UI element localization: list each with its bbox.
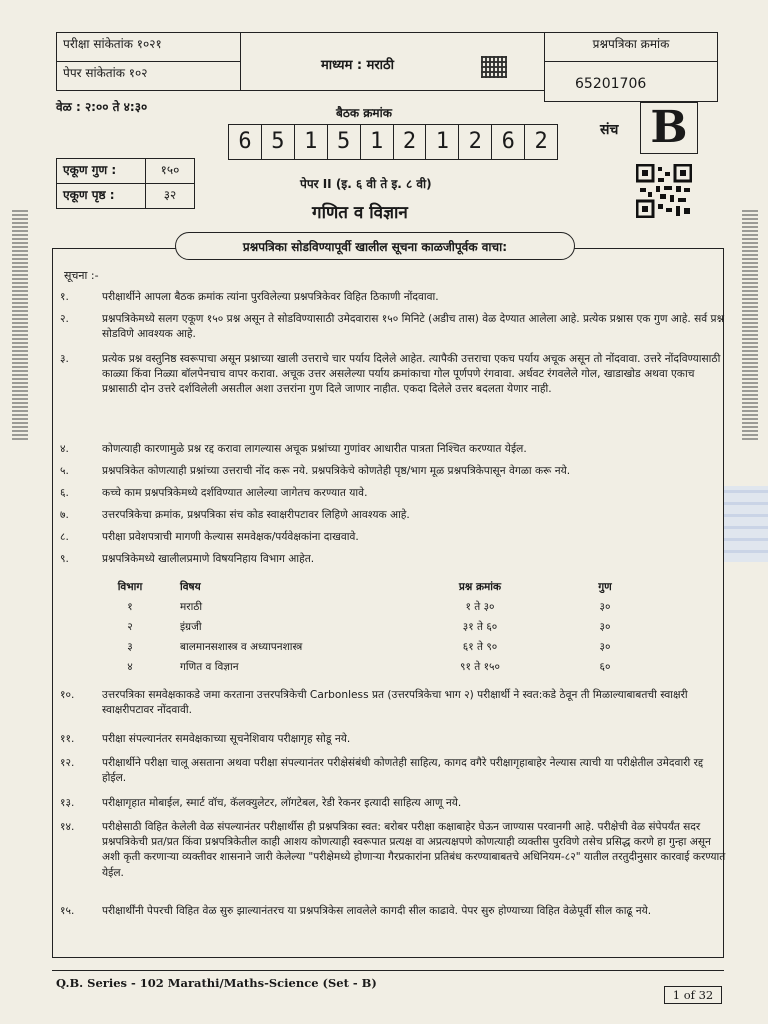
table-cell: मराठी [180, 601, 203, 613]
table-cell: ४ [127, 661, 133, 673]
instruction-text: उत्तरपत्रिका समवेक्षकाकडे जमा करताना उत्तरपत्रिकेची Carbonless प्रत (उत्तरपत्रिकेचा भाग २) परीक्षार्थी ने स्वत:कडे ठेवून ती मिळाल्याबाबतची स्वाक्षरी स्वाक्षरीपटावर नोंदवावी. [102, 689, 688, 717]
table-cell: ६० [599, 661, 611, 673]
seat-digit: 5 [262, 125, 295, 159]
total-pages-cell [145, 183, 195, 209]
subject-title: गणित व विज्ञान [312, 203, 408, 223]
exam-code-label: परीक्षा सांकेतांक १०२१ [63, 37, 162, 51]
seat-digit: 1 [361, 125, 394, 159]
footer-rule [52, 970, 724, 971]
header-cell: प्रश्न क्रमांक [458, 581, 502, 593]
table-cell: १ ते ३० [465, 601, 495, 613]
total-pages: ३२ [163, 188, 177, 202]
table-cell: ३० [599, 621, 611, 633]
instruction-text: प्रत्येक प्रश्न वस्तुनिष्ठ स्वरूपाचा असून प्रश्नाच्या खाली उत्तराचे चार पर्याय दिलेले आहेत. त्यापैकी उत्तराचा एकच पर्याय अचूक असून तो नोंदवावा. उत्तरे नोंदविण्यासाठी काळ्या किंवा निळ्या बॉलपेनचाच वापर करावा. अचूक उत्तर असलेल्या पर्याय क्रमांकाचा गोल पूर्णपणे रंगवावा. अर्धवट रंगवलेले गोल, खाडाखोड अथवा एकाच प्रश्नासाठी दोन उत्तरे दर्शविलेली असतील अशा उत्तरांना गुण दिले जाणार नाहीत. एकदा दिलेले उत्तर बदलता येणार नाही. [102, 353, 721, 396]
paper-label: पेपर II (इ. ६ वी ते इ. ८ वी) [300, 177, 432, 191]
table-cell: १ [127, 601, 133, 613]
paper-code-label: पेपर सांकेतांक १०२ [63, 66, 148, 80]
table-cell: २ [127, 621, 133, 633]
instruction-text: प्रश्नपत्रिकेमध्ये सलग एकूण १५० प्रश्न असून ते सोडविण्यासाठी उमेदवारास १५० मिनिटे (अडीच तास) वेळ देण्यात आलेला आहे. प्रत्येक प्रश्नास एक गुण आहे. सर्व प्रश्न सोडविणे आवश्यक आहे. [102, 313, 725, 341]
instruction-number: १३. [60, 797, 75, 809]
instruction-number: १५. [60, 905, 75, 917]
instruction-number: १२. [60, 757, 75, 769]
instruction-text: उत्तरपत्रिकेचा क्रमांक, प्रश्नपत्रिका संच कोड स्वाक्षरीपटावर लिहिणे आवश्यक आहे. [102, 509, 410, 521]
total-marks: १५० [160, 163, 180, 177]
sections-table [100, 580, 640, 680]
medium-cell [240, 32, 545, 91]
qp-number-label: प्रश्नपत्रिका क्रमांक [592, 37, 670, 51]
table-cell: ३० [599, 601, 611, 613]
qr-code-icon [636, 164, 692, 218]
instruction-number: १४. [60, 821, 75, 833]
seat-digit: 2 [394, 125, 427, 159]
header-cell: विभाग [117, 581, 143, 593]
instruction-text: परीक्षार्थीने आपला बैठक क्रमांक त्यांना पुरविलेल्या प्रश्नपत्रिकेवर विहित ठिकाणी नोंदवावा. [102, 291, 439, 303]
notice-title: प्रश्नपत्रिका सोडविण्यापूर्वी खालील सूचना काळजीपूर्वक वाचा: [175, 232, 575, 260]
instruction-text: कच्चे काम प्रश्नपत्रिकेमध्ये दर्शविण्यात आलेल्या जागेतच करण्यात यावे. [102, 487, 368, 499]
seat-number-label: बैठक क्रमांक [336, 106, 392, 120]
instruction-text: परीक्षेसाठी विहित केलेली वेळ संपल्यानंतर परीक्षार्थीस ही प्रश्नपत्रिका स्वत: बरोबर परीक्षा कक्षाबाहेर घेऊन जाण्यास परवानगी आहे. परीक्षेची वेळ संपेपर्यंत सदर प्रश्नपत्रिकेची प्रत/प्रत किंवा प्रश्नपत्रिकेतील काही आशय कोणत्याही स्वरूपात प्रत्यक्ष वा अप्रत्यक्षपणे कोणत्याही व्यक्तीस पुरविणे तसेच प्रसिद्ध करणे हा गुन्हा असून अशी कृती करणाऱ्या व्यक्तीवर शासनाने जारी केलेल्या "परीक्षेमध्ये होणाऱ्या गैरप्रकारांना प्रतिबंध करण्याबाबतचे अधिनियम-८२" यातील तरतुदीनुसार कारवाई करण्यात येईल. [102, 821, 726, 879]
medium-label: माध्यम : मराठी [321, 58, 394, 73]
header-cell: गुण [598, 581, 612, 593]
total-marks-label: एकूण गुण : [63, 163, 117, 177]
instruction-number: ९. [60, 553, 69, 565]
table-cell: इंग्रजी [180, 621, 202, 633]
set-box [640, 102, 698, 154]
table-row [100, 660, 640, 680]
set-label: संच [600, 122, 619, 138]
right-decorative-border [742, 210, 758, 440]
seat-number-boxes [228, 124, 558, 160]
sections-table-header [100, 580, 640, 600]
instruction-number: ४. [60, 443, 69, 455]
total-marks-cell [145, 158, 195, 184]
left-decorative-border [12, 210, 28, 440]
instructions-heading: सूचना :- [64, 269, 99, 282]
table-cell: ३१ ते ६० [462, 621, 498, 633]
instruction-number: ५. [60, 465, 69, 477]
table-cell: ३ [127, 641, 133, 653]
qp-number-label-cell [544, 32, 718, 62]
instruction-number: ३. [60, 353, 69, 365]
table-cell: ६१ ते ९० [462, 641, 498, 653]
total-pages-label-cell [56, 183, 146, 209]
paper-code-cell [56, 61, 241, 91]
instruction-text: प्रश्नपत्रिकेत कोणत्याही प्रश्नांच्या उत्तराची नोंद करू नये. प्रश्नपत्रिकेचे कोणतेही पृष्ठ/भाग मूळ प्रश्नपत्रिकेपासून वेगळा करू नये. [102, 465, 571, 477]
instruction-text: प्रश्नपत्रिकेमध्ये खालीलप्रमाणे विषयनिहाय विभाग आहेत. [102, 553, 315, 565]
instruction-text: परीक्षा प्रवेशपत्राची मागणी केल्यास समवेक्षक/पर्यवेक्षकांना दाखवावे. [102, 531, 359, 543]
qp-number-cell [544, 61, 718, 102]
exam-code-cell [56, 32, 241, 62]
seat-digit: 2 [459, 125, 492, 159]
table-cell: ३० [599, 641, 611, 653]
instruction-number: १०. [60, 689, 75, 701]
small-qr-icon [481, 56, 507, 78]
total-pages-label: एकूण पृष्ठ : [63, 188, 115, 202]
instruction-number: २. [60, 313, 69, 325]
qp-number: 65201706 [575, 76, 647, 92]
seat-digit: 6 [492, 125, 525, 159]
seat-digit: 1 [426, 125, 459, 159]
set-value: B [650, 102, 688, 153]
instruction-text: परीक्षार्थींनी पेपरची विहित वेळ सुरु झाल्यानंतरच या प्रश्नपत्रिकेस लावलेले कागदी सील काढावे. पेपर सुरु होण्याच्या विहित वेळेपूर्वी सील काढू नये. [102, 905, 652, 917]
instruction-text: परीक्षार्थीने परीक्षा चालू असताना अथवा परीक्षा संपल्यानंतर परीक्षेसंबंधी कोणतेही साहित्य, कागद वगैरे परीक्षागृहाबाहेर नेल्यास त्याची या परीक्षेतील उमेदवारी रद्द होईल. [102, 757, 704, 785]
instruction-text: कोणत्याही कारणामुळे प्रश्न रद्द करावा लागल्यास अचूक प्रश्नांच्या गुणांवर आधारीत पात्रता निश्चित करण्यात येईल. [102, 443, 527, 455]
instruction-number: ८. [60, 531, 69, 543]
seal-sticker [724, 486, 768, 562]
seat-digit: 5 [328, 125, 361, 159]
instruction-text: परीक्षागृहात मोबाईल, स्मार्ट वॉच, कॅलक्युलेटर, लॉगटेबल, रेडी रेकनर इत्यादी साहित्य आणू नये. [102, 797, 462, 809]
seat-digit: 6 [229, 125, 262, 159]
instruction-number: ६. [60, 487, 69, 499]
seat-digit: 2 [534, 129, 548, 154]
seat-digit: 1 [295, 125, 328, 159]
table-cell: गणित व विज्ञान [180, 661, 239, 673]
header-cell: विषय [180, 581, 201, 593]
table-row [100, 600, 640, 620]
table-cell: बालमानसशास्त्र व अध्यापनशास्त्र [180, 641, 303, 653]
time-label: वेळ : २:०० ते ४:३० [56, 100, 148, 114]
page-number: 1 of 32 [664, 986, 722, 1004]
instruction-number: ११. [60, 733, 75, 745]
table-row [100, 640, 640, 660]
table-row [100, 620, 640, 640]
instruction-number: १. [60, 291, 69, 303]
table-cell: ९१ ते १५० [460, 661, 500, 673]
instruction-number: ७. [60, 509, 69, 521]
total-marks-label-cell [56, 158, 146, 184]
instruction-text: परीक्षा संपल्यानंतर समवेक्षकाच्या सूचनेशिवाय परीक्षागृह सोडू नये. [102, 733, 351, 745]
footer-series: Q.B. Series - 102 Marathi/Maths-Science (Set - B) [56, 976, 377, 990]
